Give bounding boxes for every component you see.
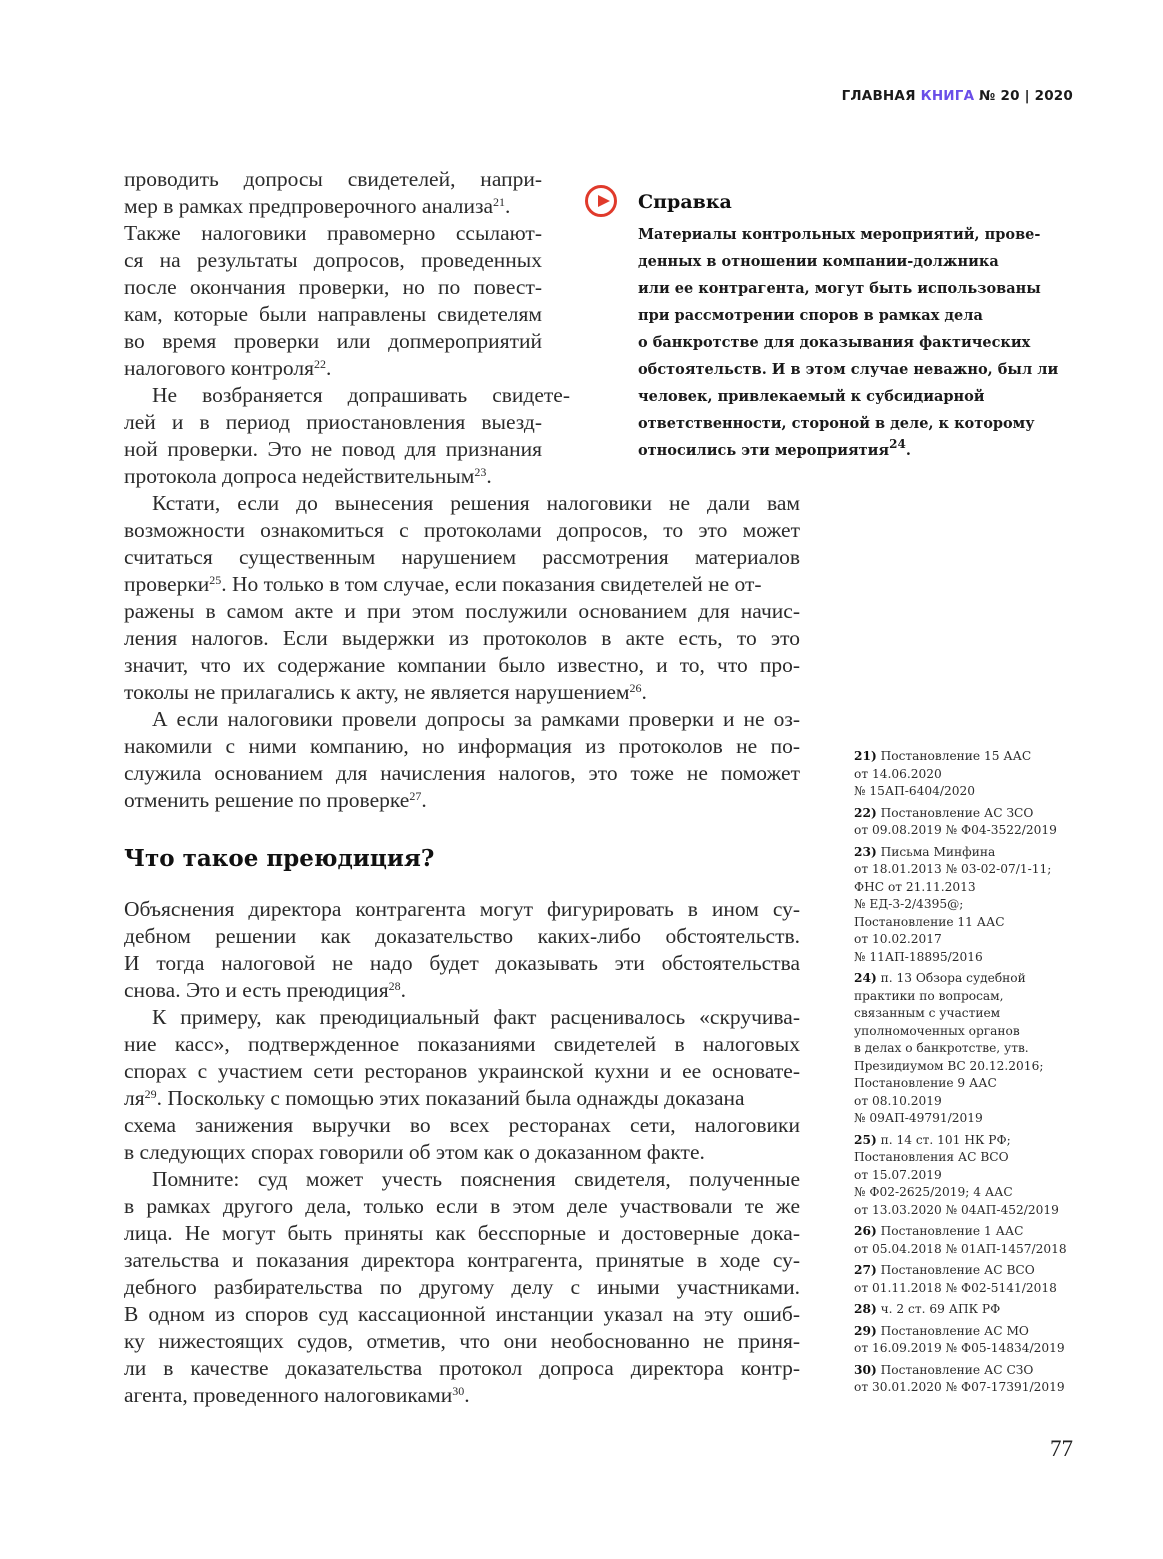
footnote-line: от 10.02.2017 xyxy=(854,932,942,946)
line-text: . xyxy=(641,680,647,704)
footnote-line: 22) Постановление АС ЗСО xyxy=(854,805,1034,820)
sidebar-line: относились эти мероприятия$^{24}$. xyxy=(638,437,911,459)
footnotes xyxy=(854,748,1079,1401)
text-line xyxy=(124,274,542,301)
text-line xyxy=(124,571,800,598)
text-line xyxy=(124,1004,800,1031)
footnote xyxy=(854,970,1079,1128)
footnote-ref: 29 xyxy=(144,1087,157,1101)
line-text: служила основанием для начисления налогов, это тоже не поможет xyxy=(124,761,800,785)
section-heading: Что такое преюдиция? xyxy=(124,845,435,872)
line-text: А если налоговики провели допросы за рамками проверки и не оз- xyxy=(152,707,800,731)
footnote-line: 25) п. 14 ст. 101 НК РФ; xyxy=(854,1132,1011,1147)
line-text: считаться существенным нарушением рассмотрения материалов xyxy=(124,545,800,569)
footnote-line: Президиумом ВС 20.12.2016; xyxy=(854,1058,1044,1073)
sidebar-line: обстоятельств. И в этом случае неважно, был ли xyxy=(638,361,1059,378)
footnote-line: 21) Постановление 15 ААС xyxy=(854,749,1032,763)
line-text: мер в рамках предпроверочного анализа xyxy=(124,194,493,218)
sidebar-line: денных в отношении компании-должника xyxy=(638,253,999,270)
line-text: ние касс», подтвержденное показаниями свидетелей в налоговых xyxy=(124,1032,800,1056)
footnote-line: 30) Постановление АС СЗО xyxy=(854,1362,1034,1377)
text-line xyxy=(124,355,542,382)
text-line xyxy=(124,760,800,787)
line-text: Также налоговики правомерно ссылают- xyxy=(124,221,542,245)
footnote-line: № 09АП-49791/2019 xyxy=(854,1111,983,1125)
line-text: схема занижения выручки во всех ресторанах сети, налоговики xyxy=(124,1113,800,1137)
text-line xyxy=(124,1382,800,1409)
line-text: возможности ознакомиться с протоколами допросов, то это может xyxy=(124,518,800,542)
line-text: . xyxy=(505,194,511,218)
play-icon xyxy=(585,185,617,217)
line-text: снова. Это и есть преюдиция xyxy=(124,978,389,1002)
text-line xyxy=(124,1301,800,1328)
line-text: Объяснения директора контрагента могут фигурировать в ином су- xyxy=(124,897,800,921)
line-text: . xyxy=(400,978,406,1002)
line-text: проводить допросы свидетелей, напри- xyxy=(124,167,542,191)
line-text: . xyxy=(421,788,427,812)
text-line xyxy=(124,625,800,652)
footnote xyxy=(854,1301,1079,1319)
footnote-number: 25) xyxy=(854,1132,877,1147)
footnote-line: Постановления АС ВСО xyxy=(854,1150,1009,1164)
text-line xyxy=(124,1328,800,1355)
text-line xyxy=(124,490,800,517)
line-text: во время проверки или допмероприятий xyxy=(124,329,542,353)
footnote-line: от 30.01.2020 № Ф07-17391/2019 xyxy=(854,1380,1065,1394)
line-text: ной проверки. Это не повод для признания xyxy=(124,437,542,461)
text-line xyxy=(124,463,542,490)
text-line xyxy=(124,679,800,706)
footnote-line: 26) Постановление 1 ААС xyxy=(854,1224,1024,1238)
text-line xyxy=(124,382,570,409)
footnote-line: в делах о банкротстве, утв. xyxy=(854,1041,1029,1055)
footnote xyxy=(854,844,1079,967)
text-line xyxy=(124,1355,800,1382)
footnote-line: от 18.01.2013 № 03-02-07/1-11; xyxy=(854,862,1052,876)
text-line xyxy=(124,923,800,950)
footnote-line: связанным с участием xyxy=(854,1006,1001,1020)
footnote-line: 27) Постановление АС ВСО xyxy=(854,1263,1035,1277)
line-text: И тогда налоговой не надо будет доказывать эти обстоятельства xyxy=(124,951,800,975)
footnote-number: 27) xyxy=(854,1263,877,1277)
footnote-line: от 15.07.2019 xyxy=(854,1167,942,1182)
line-text: . Но только в том случае, если показания свидетелей не от- xyxy=(221,572,762,596)
footnote xyxy=(854,1323,1079,1358)
text-line xyxy=(124,598,800,625)
line-text: дебном решении как доказательство каких-либо обстоятельств. xyxy=(124,924,800,948)
line-text: . Поскольку с помощью этих показаний была однажды доказана xyxy=(156,1086,745,1110)
footnote-number: 26) xyxy=(854,1224,877,1238)
text-line xyxy=(124,950,800,977)
footnote-line: 23) Письма Минфина xyxy=(854,844,996,859)
text-line xyxy=(124,328,542,355)
footnote-line: практики по вопросам, xyxy=(854,988,1004,1003)
line-text: ли в качестве доказательства протокол допроса директора контр- xyxy=(124,1356,800,1380)
footnote-line: от 13.03.2020 № 04АП-452/2019 xyxy=(854,1202,1059,1217)
text-line xyxy=(124,1139,800,1166)
footnote-line: от 08.10.2019 xyxy=(854,1093,942,1108)
text-line xyxy=(124,436,542,463)
line-text: ления налогов. Если выдержки из протоколов в акте есть, то это xyxy=(124,626,800,650)
footnote-number: 24) xyxy=(854,971,877,985)
line-text: Кстати, если до вынесения решения налоговики не дали вам xyxy=(152,491,800,515)
line-text: токолы не прилагались к акту, не является нарушением xyxy=(124,680,630,704)
text-line xyxy=(124,301,542,328)
footnote xyxy=(854,1223,1079,1258)
wide-paragraphs xyxy=(124,490,800,814)
text-line xyxy=(124,733,800,760)
text-line xyxy=(124,1220,800,1247)
page-number: 77 xyxy=(1050,1436,1073,1461)
footnote-number: 28) xyxy=(854,1302,877,1316)
footnote-ref: 27 xyxy=(409,789,422,803)
line-text: дебного разбирательства по другому делу с иными участниками. xyxy=(124,1275,800,1299)
text-line xyxy=(124,544,800,571)
line-text: кам, которые были направлены свидетелям xyxy=(124,302,542,326)
sidebar-title: Справка xyxy=(638,191,732,213)
footnote-line: 28) ч. 2 ст. 69 АПК РФ xyxy=(854,1302,1001,1316)
running-header xyxy=(842,88,1073,104)
sidebar-line: или ее контрагента, могут быть использованы xyxy=(638,280,1041,297)
footnote-line: Постановление 11 ААС xyxy=(854,914,1005,929)
footnote-ref: 23 xyxy=(474,465,487,479)
line-text: после окончания проверки, но по повест- xyxy=(124,275,542,299)
line-text: Помните: суд может учесть пояснения свидетеля, полученные xyxy=(152,1167,800,1191)
line-text: Не возбраняется допрашивать свидете- xyxy=(152,383,570,407)
footnote-ref: 25 xyxy=(209,573,222,587)
footnote-line: № 15АП-6404/2020 xyxy=(854,784,976,798)
text-line xyxy=(124,787,800,814)
footnote-number: 30) xyxy=(854,1362,877,1377)
text-line xyxy=(124,1193,800,1220)
footnote-ref: 30 xyxy=(452,1384,465,1398)
line-text: К примеру, как преюдициальный факт расценивалось «скручива- xyxy=(152,1005,800,1029)
line-text: . xyxy=(486,464,492,488)
footnote-ref: 28 xyxy=(388,979,401,993)
footnote-line: уполномоченных органов xyxy=(854,1023,1020,1038)
footnote-line: Постановление 9 ААС xyxy=(854,1076,997,1090)
line-text: проверки xyxy=(124,572,210,596)
text-line xyxy=(124,1274,800,1301)
line-text: . xyxy=(464,1383,470,1407)
sidebar-line: ответственности, стороной в деле, к которому xyxy=(638,415,1035,432)
line-text: зательства и показания директора контрагента, принятые в ходе су- xyxy=(124,1248,800,1272)
text-line xyxy=(124,193,542,220)
text-line xyxy=(124,652,800,679)
line-text: В одном из споров суд кассационной инстанции указал на эту ошиб- xyxy=(124,1302,800,1326)
footnote-number: 29) xyxy=(854,1323,877,1338)
sidebar-line: о банкротстве для доказывания фактических xyxy=(638,334,1031,351)
line-text: значит, что их содержание компании было известно, и то, что про- xyxy=(124,653,800,677)
footnote-ref: 21 xyxy=(493,195,505,209)
text-line xyxy=(124,1112,800,1139)
text-line xyxy=(124,166,542,193)
footnote-line: ФНС от 21.11.2013 xyxy=(854,879,976,894)
section-paragraphs xyxy=(124,896,800,1409)
line-text: в рамках другого дела, только если в этом деле участвовали те же xyxy=(124,1194,800,1218)
line-text: спорах с участием сети ресторанов украинской кухни и ее основате- xyxy=(124,1059,800,1083)
text-line xyxy=(124,1031,800,1058)
line-text: протокола допроса недействительным xyxy=(124,464,475,488)
footnote-line: № Ф02-2625/2019; 4 ААС xyxy=(854,1185,1013,1199)
text-line xyxy=(124,1247,800,1274)
issue-number: № 20 | 2020 xyxy=(974,88,1073,104)
text-line xyxy=(124,517,800,544)
footnote-ref: 24 xyxy=(889,437,906,451)
footnote xyxy=(854,805,1079,840)
text-line xyxy=(124,247,542,274)
text-line xyxy=(124,706,800,733)
text-line xyxy=(124,220,542,247)
footnote-line: 29) Постановление АС МО xyxy=(854,1323,1029,1338)
text-line xyxy=(124,977,800,1004)
text-line xyxy=(124,1058,800,1085)
line-text: лица. Не могут быть приняты как бесспорные и достоверные дока- xyxy=(124,1221,800,1245)
line-text: в следующих спорах говорили об этом как о доказанном факте. xyxy=(124,1140,705,1164)
footnote xyxy=(854,1262,1079,1297)
footnote-line: № ЕД-3-2/4395@; xyxy=(854,897,964,911)
text-line xyxy=(124,1166,800,1193)
footnote-number: 21) xyxy=(854,749,877,763)
footnote-line: № 11АП-18895/2016 xyxy=(854,949,983,964)
footnote-line: 24) п. 13 Обзора судебной xyxy=(854,971,1026,985)
line-text: ку нижестоящих судов, отметив, что они необоснованно не приня- xyxy=(124,1329,800,1353)
text-line xyxy=(124,409,542,436)
footnote xyxy=(854,1362,1079,1397)
line-text: агента, проведенного налоговиками xyxy=(124,1383,453,1407)
line-text: накомили с ними компанию, но информация из протоколов не по- xyxy=(124,734,800,758)
sidebar-text xyxy=(638,221,1068,464)
footnote-number: 23) xyxy=(854,844,877,859)
magazine-title-accent: КНИГА xyxy=(920,88,975,104)
footnote-line: от 14.06.2020 xyxy=(854,766,942,781)
sidebar-line: при рассмотрении споров в рамках дела xyxy=(638,307,983,324)
text-line xyxy=(124,896,800,923)
line-text: налогового контроля xyxy=(124,356,315,380)
line-text: ся на результаты допросов, проведенных xyxy=(124,248,542,272)
magazine-title: ГЛАВНАЯ xyxy=(841,88,921,104)
footnote-ref: 22 xyxy=(314,357,327,371)
line-text: ражены в самом акте и при этом послужили основанием для начис- xyxy=(124,599,800,623)
text-line xyxy=(124,1085,800,1112)
line-text: лей и в период приостановления выезд- xyxy=(124,410,542,434)
footnote-line: от 01.11.2018 № Ф02-5141/2018 xyxy=(854,1280,1057,1295)
footnote-ref: 26 xyxy=(629,681,642,695)
line-text: ля xyxy=(124,1086,145,1110)
sidebar-line: Материалы контрольных мероприятий, прове- xyxy=(638,226,1041,243)
footnote xyxy=(854,1132,1079,1220)
footnote-line: от 16.09.2019 № Ф05-14834/2019 xyxy=(854,1341,1065,1355)
footnote xyxy=(854,748,1079,801)
line-text: отменить решение по проверке xyxy=(124,788,410,812)
sidebar-line: человек, привлекаемый к субсидиарной xyxy=(638,388,985,405)
line-text: . xyxy=(326,356,332,380)
footnote-line: от 09.08.2019 № Ф04-3522/2019 xyxy=(854,823,1057,837)
footnote-line: от 05.04.2018 № 01АП-1457/2018 xyxy=(854,1241,1067,1256)
footnote-number: 22) xyxy=(854,805,877,820)
